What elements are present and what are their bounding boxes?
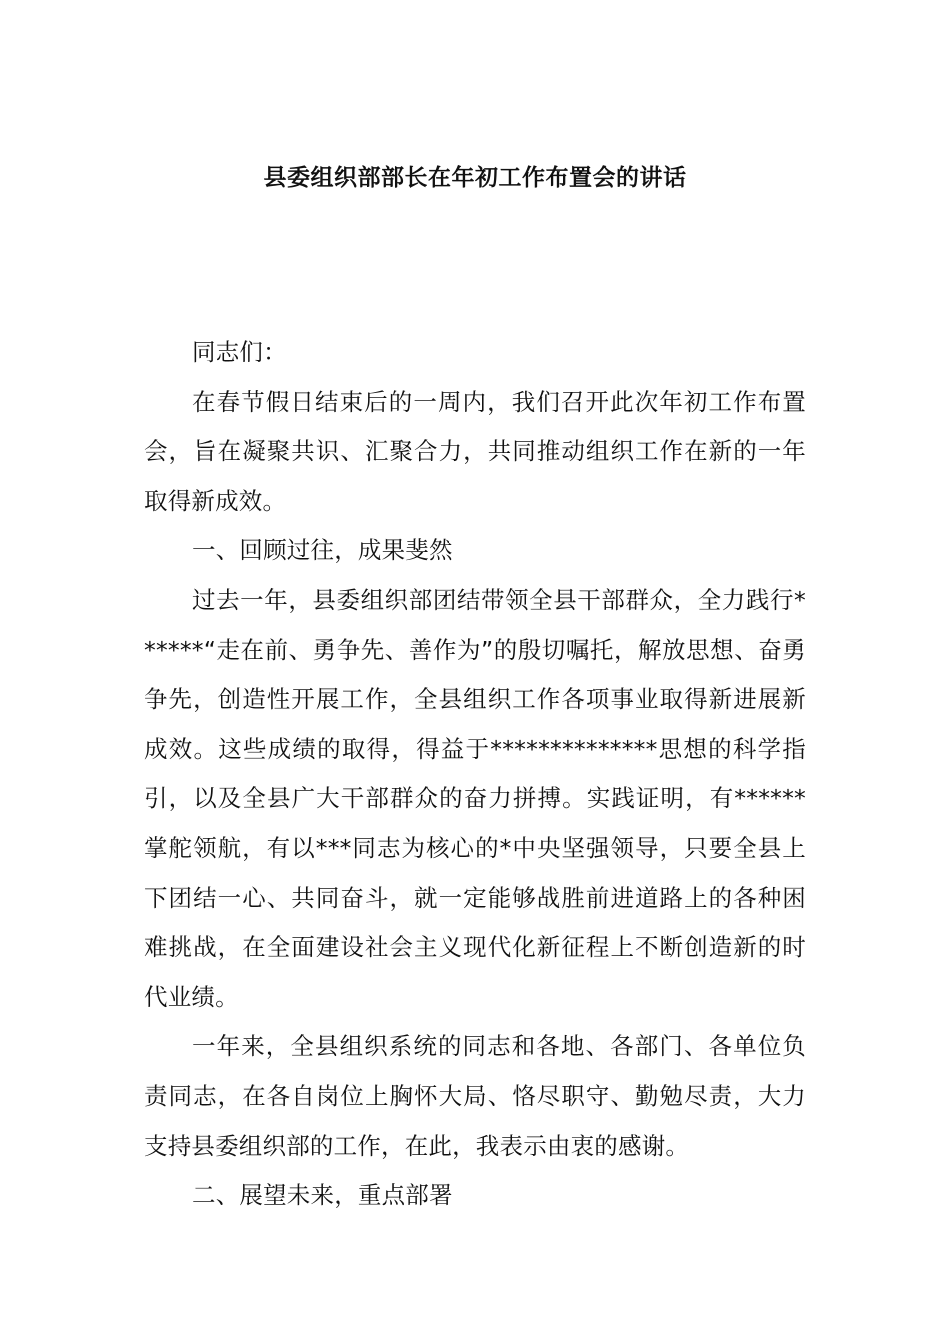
section-heading-1: 一、回顾过往，成果斐然 — [192, 536, 453, 565]
document-body — [144, 328, 806, 1221]
thanks-paragraph: 一年来，全县组织系统的同志和各地、各部门、各单位负责同志，在各自岗位上胸怀大局、恪尽职守、勤勉尽责，大力支持县委组织部的工作，在此，我表示由衷的感谢。 — [144, 1032, 806, 1160]
salutation: 同志们： — [192, 338, 287, 366]
review-paragraph: 过去一年，县委组织部团结带领全县干部群众，全力践行******“走在前、勇争先、善作为”的殷切嘱托，解放思想、奋勇争先，创造性开展工作，全县组织工作各项事业取得新进展新成效。这些成绩的取得，得益于**************思想的科学指引，以及全县广大干部群众的奋力拼搏。实践证明，有******掌舵领航，有以***同志为核心的*中央坚强领导，只要全县上下团结一心、共同奋斗，就一定能够战胜前进道路上的各种困难挑战，在全面建设社会主义现代化新征程上不断创造新的时代业绩。 — [144, 585, 806, 1011]
section-heading-2: 二、展望未来，重点部署 — [192, 1181, 453, 1210]
document-title: 县委组织部部长在年初工作布置会的讲话 — [263, 165, 687, 191]
intro-paragraph: 在春节假日结束后的一周内，我们召开此次年初工作布置会，旨在凝聚共识、汇聚合力，共同推动组织工作在新的一年取得新成效。 — [144, 387, 806, 515]
